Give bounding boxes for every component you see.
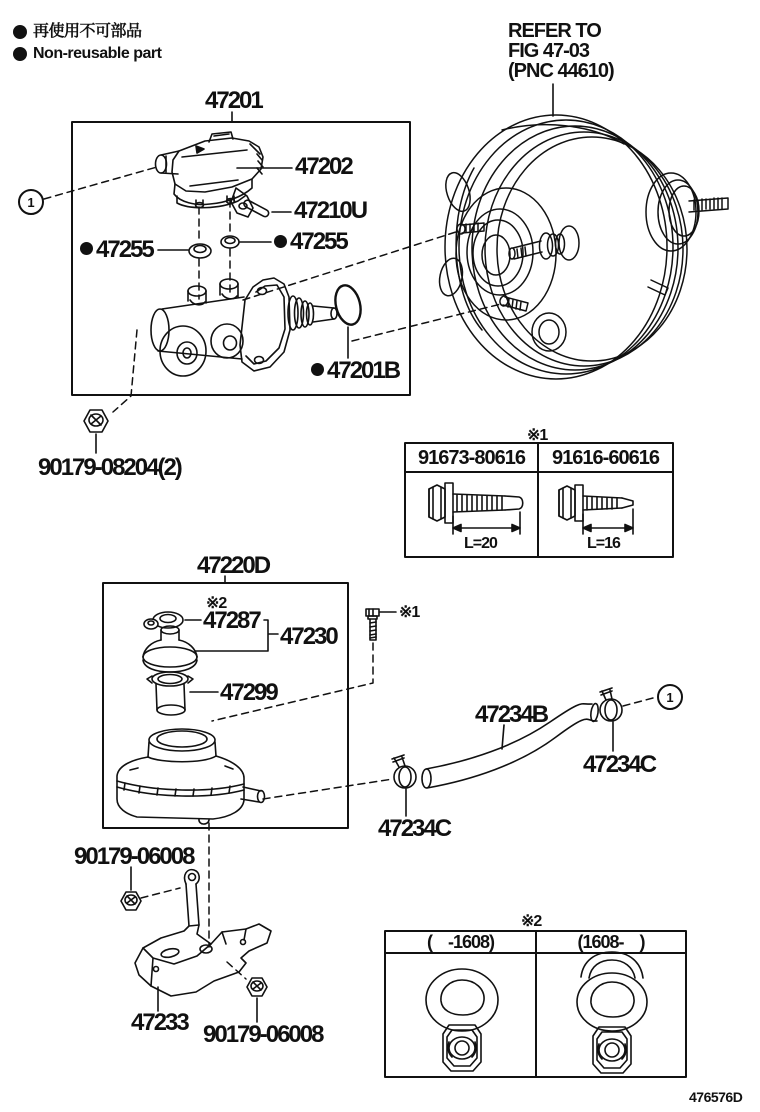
part-label-47202: 47202: [295, 153, 352, 180]
part-label-47299: 47299: [220, 679, 277, 706]
part-label-47210U: 47210U: [294, 197, 367, 224]
bolt-length-1: L=20: [464, 535, 497, 552]
part-label-90179-06008-top: 90179-06008: [74, 843, 194, 870]
figure-code: 476576D: [689, 1089, 743, 1105]
leader-lines: [96, 84, 613, 1022]
o-ring-drawing: [332, 283, 365, 328]
non-reusable-dot: [13, 25, 27, 39]
bolt-table-header-2: [539, 444, 672, 471]
part-label-47234C-right: 47234C: [583, 751, 656, 778]
part-label-47234C-left: 47234C: [378, 815, 451, 842]
reservoir-bolt-drawing: [366, 609, 379, 640]
non-reusable-dot: [80, 242, 93, 255]
reservoir-cap-drawing: [143, 626, 197, 672]
bolt-table-marker: ※1: [527, 427, 548, 444]
refer-note-line2: FIG 47-03: [508, 40, 590, 62]
reservoir-filter-drawing: [147, 672, 193, 715]
part-label-47287: 47287: [203, 607, 260, 634]
reservoir-tank-drawing: [156, 132, 264, 217]
circled-marker-1: 1: [18, 189, 44, 215]
non-reusable-dot: [13, 47, 27, 61]
bolt-part-number-1: 91673-80616: [418, 446, 525, 469]
booster-nut-drawing: [84, 410, 108, 432]
part-label-47230: 47230: [280, 623, 337, 650]
cap-early-drawing: [426, 969, 498, 1071]
legend-en: Non-reusable part: [33, 45, 162, 62]
part-label-47201B: 47201B: [327, 357, 400, 384]
cap-table-header-1: [386, 932, 535, 952]
reservoir-pin-drawing: [243, 199, 270, 218]
part-label-90179-06008-bottom: 90179-06008: [203, 1021, 323, 1048]
cap-table-header-2: [537, 932, 685, 952]
cap-table-frame: [385, 931, 686, 1077]
part-label-47201: 47201: [205, 87, 262, 114]
part-label-90179-08204: 90179-08204(2): [38, 454, 181, 481]
cap-range-1: ( -1608): [426, 932, 495, 952]
bolt-length-2: L=16: [587, 535, 620, 552]
brake-booster-drawing: [436, 115, 728, 379]
non-reusable-dot: [274, 235, 287, 248]
refer-note-line1: REFER TO: [508, 20, 601, 42]
part-label-47255-left: 47255: [96, 236, 153, 263]
cap-range-2: (1608- ): [577, 932, 645, 952]
part-label-47233: 47233: [131, 1009, 188, 1036]
ref1-marker: ※1: [399, 604, 420, 621]
ref2-marker: ※2: [206, 595, 227, 612]
grommet-drawings: [189, 236, 239, 258]
part-label-47234B: 47234B: [475, 701, 548, 728]
master-cylinder-drawing: [151, 278, 337, 376]
cap-table-marker: ※2: [521, 913, 542, 930]
non-reusable-dot: [311, 363, 324, 376]
bolt-table-header-1: [406, 444, 537, 471]
reservoir-tank2-drawing: [117, 729, 265, 824]
bolt-91616-drawing: [559, 485, 633, 534]
refer-note-line3: (PNC 44610): [508, 60, 614, 82]
bolt-part-number-2: 91616-60616: [552, 446, 659, 469]
legend-jp: 再使用不可部品: [33, 23, 142, 40]
bolt-91673-drawing: [429, 483, 523, 534]
circled-marker-1: 1: [657, 684, 683, 710]
part-label-47255-right: 47255: [290, 228, 347, 255]
bracket-drawing: [135, 870, 271, 996]
part-label-47220D: 47220D: [197, 552, 270, 579]
cap-late-drawing: [577, 952, 647, 1073]
